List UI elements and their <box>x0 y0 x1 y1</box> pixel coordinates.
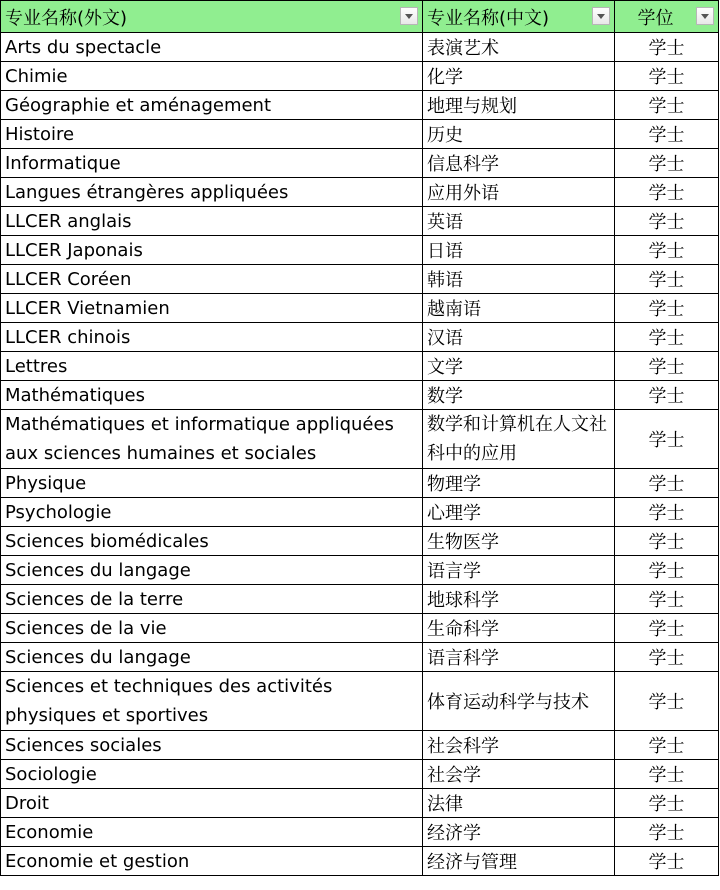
chinese-name-cell[interactable]: 生物医学 <box>423 527 615 556</box>
foreign-name-cell[interactable]: Psychologie <box>1 498 423 527</box>
table-row <box>1 207 719 236</box>
chinese-name-cell[interactable]: 韩语 <box>423 265 615 294</box>
table-row <box>1 469 719 498</box>
foreign-name-cell[interactable]: Sciences de la terre <box>1 585 423 614</box>
chinese-name-cell[interactable]: 经济与管理 <box>423 847 615 876</box>
table-row <box>1 178 719 207</box>
foreign-name-cell[interactable]: Langues étrangères appliquées <box>1 178 423 207</box>
table-row <box>1 760 719 789</box>
foreign-name-cell[interactable]: LLCER Japonais <box>1 236 423 265</box>
chinese-name-cell[interactable]: 社会学 <box>423 760 615 789</box>
table-row <box>1 585 719 614</box>
chinese-name-cell[interactable]: 历史 <box>423 120 615 149</box>
table-row <box>1 323 719 352</box>
table-row <box>1 265 719 294</box>
table-row <box>1 527 719 556</box>
degree-cell[interactable]: 学士 <box>615 731 719 760</box>
chinese-name-cell[interactable]: 生命科学 <box>423 614 615 643</box>
table-row <box>1 847 719 876</box>
foreign-name-cell[interactable]: Chimie <box>1 62 423 91</box>
chinese-name-cell[interactable]: 汉语 <box>423 323 615 352</box>
degree-cell[interactable]: 学士 <box>615 91 719 120</box>
table-row <box>1 120 719 149</box>
degree-cell[interactable]: 学士 <box>615 469 719 498</box>
chinese-name-cell[interactable]: 数学 <box>423 381 615 410</box>
degree-cell[interactable]: 学士 <box>615 760 719 789</box>
foreign-name-cell[interactable]: LLCER chinois <box>1 323 423 352</box>
degree-cell[interactable]: 学士 <box>615 178 719 207</box>
chevron-down-icon <box>597 14 605 19</box>
foreign-name-cell[interactable]: Sciences et techniques des activités physiques et sportives <box>1 672 423 731</box>
table-row <box>1 33 719 62</box>
degree-cell[interactable]: 学士 <box>615 498 719 527</box>
foreign-name-cell[interactable]: Sciences du langage <box>1 643 423 672</box>
degree-cell[interactable]: 学士 <box>615 149 719 178</box>
table-row <box>1 672 719 731</box>
degree-cell[interactable]: 学士 <box>615 614 719 643</box>
chinese-name-cell[interactable]: 英语 <box>423 207 615 236</box>
degree-cell[interactable]: 学士 <box>615 33 719 62</box>
table-row <box>1 352 719 381</box>
chinese-name-cell[interactable]: 化学 <box>423 62 615 91</box>
table-row <box>1 498 719 527</box>
foreign-name-cell[interactable]: Sciences de la vie <box>1 614 423 643</box>
degree-cell[interactable]: 学士 <box>615 585 719 614</box>
degree-cell[interactable]: 学士 <box>615 352 719 381</box>
table-row <box>1 731 719 760</box>
table-row <box>1 149 719 178</box>
foreign-name-cell[interactable]: Mathématiques et informatique appliquées aux sciences humaines et sociales <box>1 410 423 469</box>
degree-cell[interactable]: 学士 <box>615 847 719 876</box>
chevron-down-icon <box>701 14 709 19</box>
table-row <box>1 410 719 469</box>
degree-cell[interactable]: 学士 <box>615 789 719 818</box>
chinese-name-cell[interactable]: 心理学 <box>423 498 615 527</box>
degree-cell[interactable]: 学士 <box>615 120 719 149</box>
degree-cell[interactable]: 学士 <box>615 672 719 731</box>
table-row <box>1 818 719 847</box>
table-row <box>1 294 719 323</box>
header-degree-label: 学位 <box>637 7 674 29</box>
foreign-name-cell[interactable]: LLCER anglais <box>1 207 423 236</box>
foreign-name-cell[interactable]: Economie <box>1 818 423 847</box>
chinese-name-cell[interactable]: 地理与规划 <box>423 91 615 120</box>
foreign-name-cell[interactable]: Lettres <box>1 352 423 381</box>
chinese-name-cell[interactable]: 地球科学 <box>423 585 615 614</box>
chinese-name-cell[interactable]: 经济学 <box>423 818 615 847</box>
header-foreign-name <box>1 1 423 33</box>
chinese-name-cell[interactable]: 越南语 <box>423 294 615 323</box>
foreign-name-cell[interactable]: Géographie et aménagement <box>1 91 423 120</box>
table-row <box>1 62 719 91</box>
header-chinese-name <box>423 1 615 33</box>
chinese-name-cell[interactable]: 语言学 <box>423 556 615 585</box>
degree-cell[interactable]: 学士 <box>615 323 719 352</box>
foreign-name-cell[interactable]: Droit <box>1 789 423 818</box>
degree-cell[interactable]: 学士 <box>615 207 719 236</box>
foreign-name-cell[interactable]: LLCER Vietnamien <box>1 294 423 323</box>
header-chinese-name-label: 专业名称(中文) <box>427 7 550 29</box>
chinese-name-cell[interactable]: 表演艺术 <box>423 33 615 62</box>
chinese-name-cell[interactable]: 信息科学 <box>423 149 615 178</box>
degree-cell[interactable]: 学士 <box>615 381 719 410</box>
chinese-name-cell[interactable]: 法律 <box>423 789 615 818</box>
header-row <box>1 1 719 33</box>
table-row <box>1 789 719 818</box>
degree-cell[interactable]: 学士 <box>615 62 719 91</box>
degree-cell[interactable]: 学士 <box>615 410 719 469</box>
foreign-name-cell[interactable]: Arts du spectacle <box>1 33 423 62</box>
foreign-name-cell[interactable]: Histoire <box>1 120 423 149</box>
foreign-name-cell[interactable]: LLCER Coréen <box>1 265 423 294</box>
foreign-name-cell[interactable]: Economie et gestion <box>1 847 423 876</box>
degree-cell[interactable]: 学士 <box>615 818 719 847</box>
degree-cell[interactable]: 学士 <box>615 527 719 556</box>
chinese-name-cell[interactable]: 体育运动科学与技术 <box>423 672 615 731</box>
chinese-name-cell[interactable]: 社会科学 <box>423 731 615 760</box>
chinese-name-cell[interactable]: 物理学 <box>423 469 615 498</box>
chinese-name-cell[interactable]: 文学 <box>423 352 615 381</box>
table-row <box>1 236 719 265</box>
table-row <box>1 91 719 120</box>
foreign-name-cell[interactable]: Mathématiques <box>1 381 423 410</box>
filter-dropdown-button[interactable] <box>592 7 610 25</box>
filter-dropdown-button[interactable] <box>400 7 418 25</box>
foreign-name-cell[interactable]: Sociologie <box>1 760 423 789</box>
chinese-name-cell[interactable]: 语言科学 <box>423 643 615 672</box>
foreign-name-cell[interactable]: Physique <box>1 469 423 498</box>
degree-cell[interactable]: 学士 <box>615 643 719 672</box>
chinese-name-cell[interactable]: 日语 <box>423 236 615 265</box>
chevron-down-icon <box>405 14 413 19</box>
foreign-name-cell[interactable]: Sciences du langage <box>1 556 423 585</box>
chinese-name-cell[interactable]: 应用外语 <box>423 178 615 207</box>
table-row <box>1 556 719 585</box>
table-row <box>1 614 719 643</box>
foreign-name-cell[interactable]: Sciences biomédicales <box>1 527 423 556</box>
degree-cell[interactable]: 学士 <box>615 556 719 585</box>
chinese-name-cell[interactable]: 数学和计算机在人文社科中的应用 <box>423 410 615 469</box>
degree-cell[interactable]: 学士 <box>615 236 719 265</box>
degree-cell[interactable]: 学士 <box>615 265 719 294</box>
foreign-name-cell[interactable]: Informatique <box>1 149 423 178</box>
table-row <box>1 643 719 672</box>
filter-dropdown-button[interactable] <box>696 7 714 25</box>
header-degree <box>615 1 719 33</box>
degree-cell[interactable]: 学士 <box>615 294 719 323</box>
foreign-name-cell[interactable]: Sciences sociales <box>1 731 423 760</box>
table-row <box>1 381 719 410</box>
header-foreign-name-label: 专业名称(外文) <box>5 7 128 29</box>
